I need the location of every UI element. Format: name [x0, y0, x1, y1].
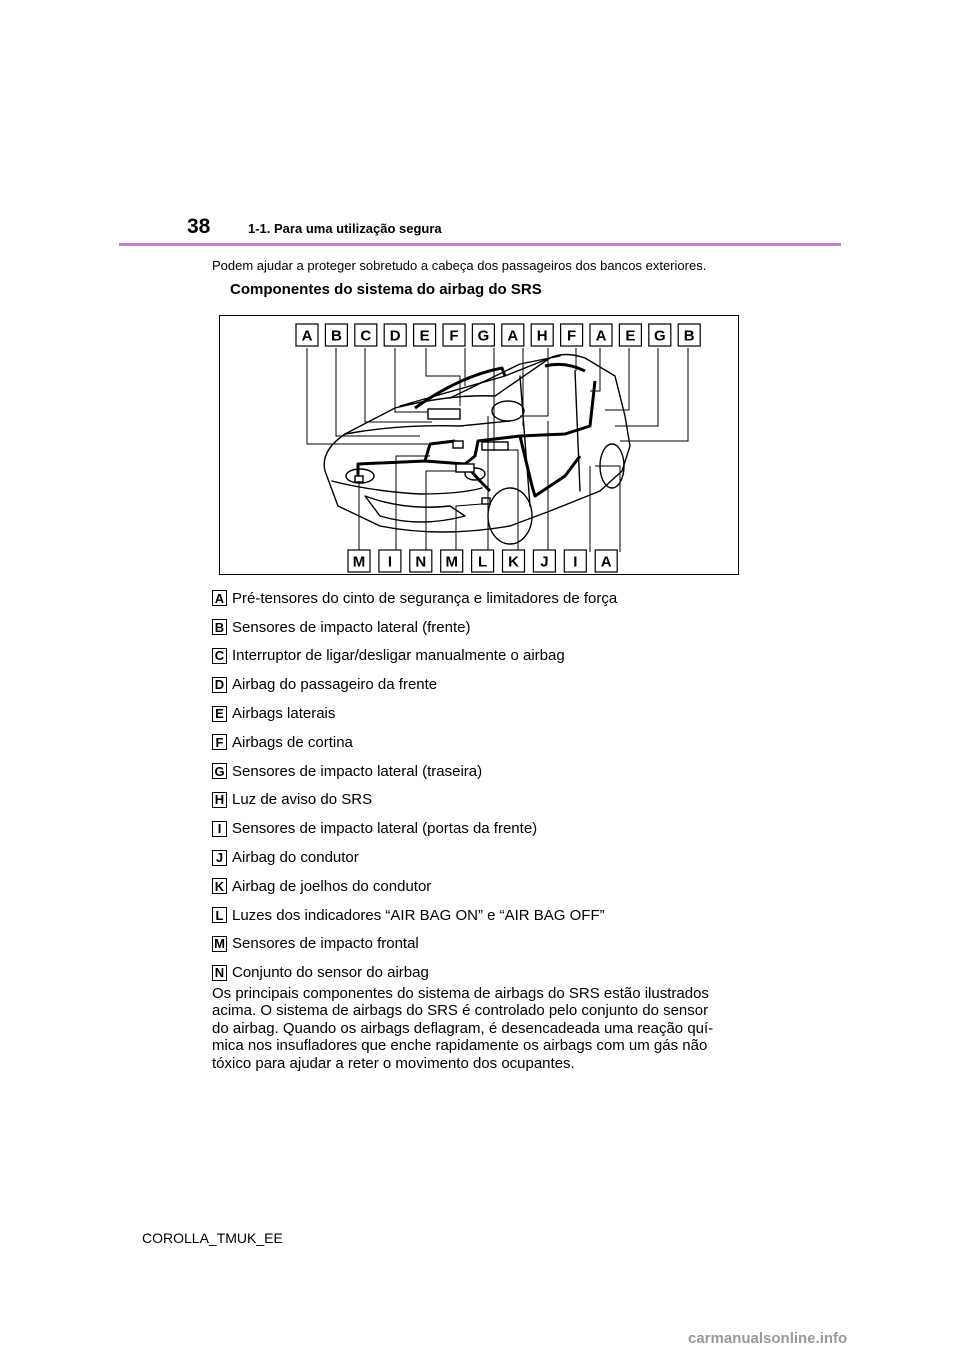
legend-text: Sensores de impacto lateral (frente) — [232, 618, 471, 636]
page-number: 38 — [187, 215, 211, 238]
leader-top-c — [365, 348, 432, 422]
diagram-label — [595, 550, 617, 572]
diagram-label-text: D — [389, 327, 401, 345]
body-line: acima. O sistema de airbags do SRS é controlado pelo conjunto do sensor — [212, 1002, 709, 1020]
diagram-label — [296, 324, 318, 346]
diagram-label — [443, 324, 465, 346]
diagram-label-text: F — [449, 327, 459, 345]
section-title: 1-1. Para uma utilização segura — [248, 221, 442, 236]
windshield-line — [400, 358, 550, 406]
diagram-label-text: H — [536, 327, 548, 345]
body-paragraph — [212, 985, 752, 1072]
subheading: Componentes do sistema do airbag do SRS — [230, 281, 542, 298]
legend-text: Interruptor de ligar/desligar manualmente o airbag — [232, 647, 565, 665]
leader-bottom-k — [508, 450, 518, 552]
leader-top-e2 — [605, 348, 629, 410]
steering-wheel — [492, 401, 524, 421]
leader-top-h — [520, 348, 548, 416]
legend-item — [212, 930, 617, 959]
legend-text: Pré-tensores do cinto de segurança e limitadores de força — [232, 589, 618, 607]
diagram-label-text: E — [419, 327, 430, 345]
legend-letter-badge: A — [212, 590, 227, 606]
legend-item — [212, 901, 617, 930]
airbag-sensor-assembly — [456, 464, 474, 472]
legend-letter-badge: D — [212, 677, 227, 693]
watermark: carmanualsonline.info — [688, 1330, 848, 1347]
diagram-label-text: L — [478, 553, 488, 571]
leader-top-g2 — [615, 348, 658, 426]
footer-code: COROLLA_TMUK_EE — [142, 1230, 283, 1246]
leader-top-b2 — [620, 348, 688, 441]
legend-item — [212, 699, 617, 728]
legend-letter-badge: N — [212, 965, 227, 981]
body-line: tóxico para ajudar a reter o movimento dos ocupantes. — [212, 1054, 575, 1072]
diagram-label — [503, 550, 525, 572]
legend-letter-badge: L — [212, 907, 227, 923]
body-line: Os principais componentes do sistema de airbags do SRS estão ilustrados — [212, 985, 709, 1002]
legend-item — [212, 728, 617, 757]
legend-letter-badge: M — [212, 936, 227, 952]
legend-item — [212, 757, 617, 786]
diagram-label-text: B — [330, 327, 342, 345]
legend-letter-badge: G — [212, 763, 227, 779]
diagram-label — [325, 324, 347, 346]
leader-top-b1 — [336, 348, 420, 436]
diagram-label — [355, 324, 377, 346]
legend-item — [212, 958, 617, 987]
diagram-label-text: C — [360, 327, 372, 345]
diagram-label — [472, 324, 494, 346]
diagram-label-text: A — [507, 327, 519, 345]
leader-top-a1 — [307, 348, 428, 444]
diagram-label-text: G — [477, 327, 490, 345]
legend-text: Sensores de impacto frontal — [232, 935, 419, 953]
header-rule — [119, 243, 841, 246]
diagram-label — [502, 324, 524, 346]
legend-text: Sensores de impacto lateral (portas da frente) — [232, 820, 538, 838]
legend-letter-badge: J — [212, 850, 227, 866]
diagram-label-text: J — [540, 553, 549, 571]
diagram-label — [348, 550, 370, 572]
diagram-label — [619, 324, 641, 346]
car-illustration — [220, 316, 738, 574]
diagram-label — [472, 550, 494, 572]
legend-letter-badge: H — [212, 792, 227, 808]
hood-line — [345, 421, 510, 434]
airbag-diagram — [219, 315, 739, 575]
legend-item — [212, 584, 617, 613]
legend-item — [212, 872, 617, 901]
diagram-label-text: A — [595, 327, 607, 345]
diagram-label-text: A — [600, 553, 612, 571]
bottom-label-row — [348, 550, 617, 572]
diagram-label-text: I — [573, 553, 578, 571]
diagram-label-text: E — [625, 327, 636, 345]
diagram-label — [379, 550, 401, 572]
diagram-label — [384, 324, 406, 346]
diagram-label — [414, 324, 436, 346]
diagram-label-text: M — [352, 553, 366, 571]
legend-text: Airbags laterais — [232, 705, 336, 723]
legend-item — [212, 814, 617, 843]
diagram-label — [533, 550, 555, 572]
legend-letter-badge: C — [212, 648, 227, 664]
legend-text: Luz de aviso do SRS — [232, 791, 373, 809]
diagram-label — [561, 324, 583, 346]
legend-text: Airbags de cortina — [232, 733, 353, 751]
legend-text: Airbag de joelhos do condutor — [232, 877, 432, 895]
legend-text: Airbag do condutor — [232, 849, 359, 867]
leader-bottom-i1 — [396, 456, 430, 552]
diagram-label-text: B — [683, 327, 695, 345]
legend-text: Conjunto do sensor do airbag — [232, 964, 429, 982]
body-line: mica nos insufladores que enche rapidamente os airbags com um gás não — [212, 1037, 708, 1055]
legend-letter-badge: K — [212, 878, 227, 894]
diagram-label — [441, 550, 463, 572]
legend-letter-badge: F — [212, 734, 227, 750]
diagram-label-text: F — [567, 327, 577, 345]
knee-airbag-module — [482, 442, 508, 450]
side-sensor-box — [453, 441, 463, 448]
diagram-label — [678, 324, 700, 346]
legend-text: Sensores de impacto lateral (traseira) — [232, 762, 483, 780]
legend-item — [212, 670, 617, 699]
passenger-airbag-module — [428, 409, 460, 419]
leader-bottom-m2 — [456, 504, 482, 552]
top-label-row — [296, 324, 700, 346]
grille-shape — [365, 496, 465, 522]
leader-bottom-a4 — [595, 466, 620, 552]
diagram-label-text: N — [415, 553, 427, 571]
front-sensor-right — [482, 498, 490, 504]
legend-item — [212, 843, 617, 872]
front-wheel — [488, 488, 532, 544]
legend-text: Airbag do passageiro da frente — [232, 676, 438, 694]
diagram-label — [531, 324, 553, 346]
component-legend — [212, 584, 617, 987]
diagram-label — [590, 324, 612, 346]
intro-text: Podem ajudar a proteger sobretudo a cabeça dos passageiros dos bancos exteriores. — [212, 258, 707, 273]
diagram-label-text: K — [508, 553, 519, 571]
body-line: do airbag. Quando os airbags deflagram, é desencadeada uma reação quí- — [212, 1019, 714, 1037]
diagram-label — [564, 550, 586, 572]
diagram-label — [410, 550, 432, 572]
diagram-label-text: G — [653, 327, 666, 345]
legend-item — [212, 786, 617, 815]
legend-item — [212, 642, 617, 671]
diagram-label-text: I — [387, 553, 392, 571]
legend-text: Luzes dos indicadores “AIR BAG ON” e “AIR BAG OFF” — [232, 906, 605, 924]
wiring-harness — [358, 381, 595, 496]
legend-item — [212, 613, 617, 642]
diagram-label-text: A — [301, 327, 313, 345]
legend-letter-badge: I — [212, 821, 227, 837]
legend-letter-badge: E — [212, 706, 227, 722]
legend-letter-badge: B — [212, 619, 227, 635]
curtain-airbag-rear — [545, 364, 585, 371]
diagram-label — [649, 324, 671, 346]
leader-bottom-n — [426, 471, 456, 552]
diagram-label-text: M — [445, 553, 458, 571]
